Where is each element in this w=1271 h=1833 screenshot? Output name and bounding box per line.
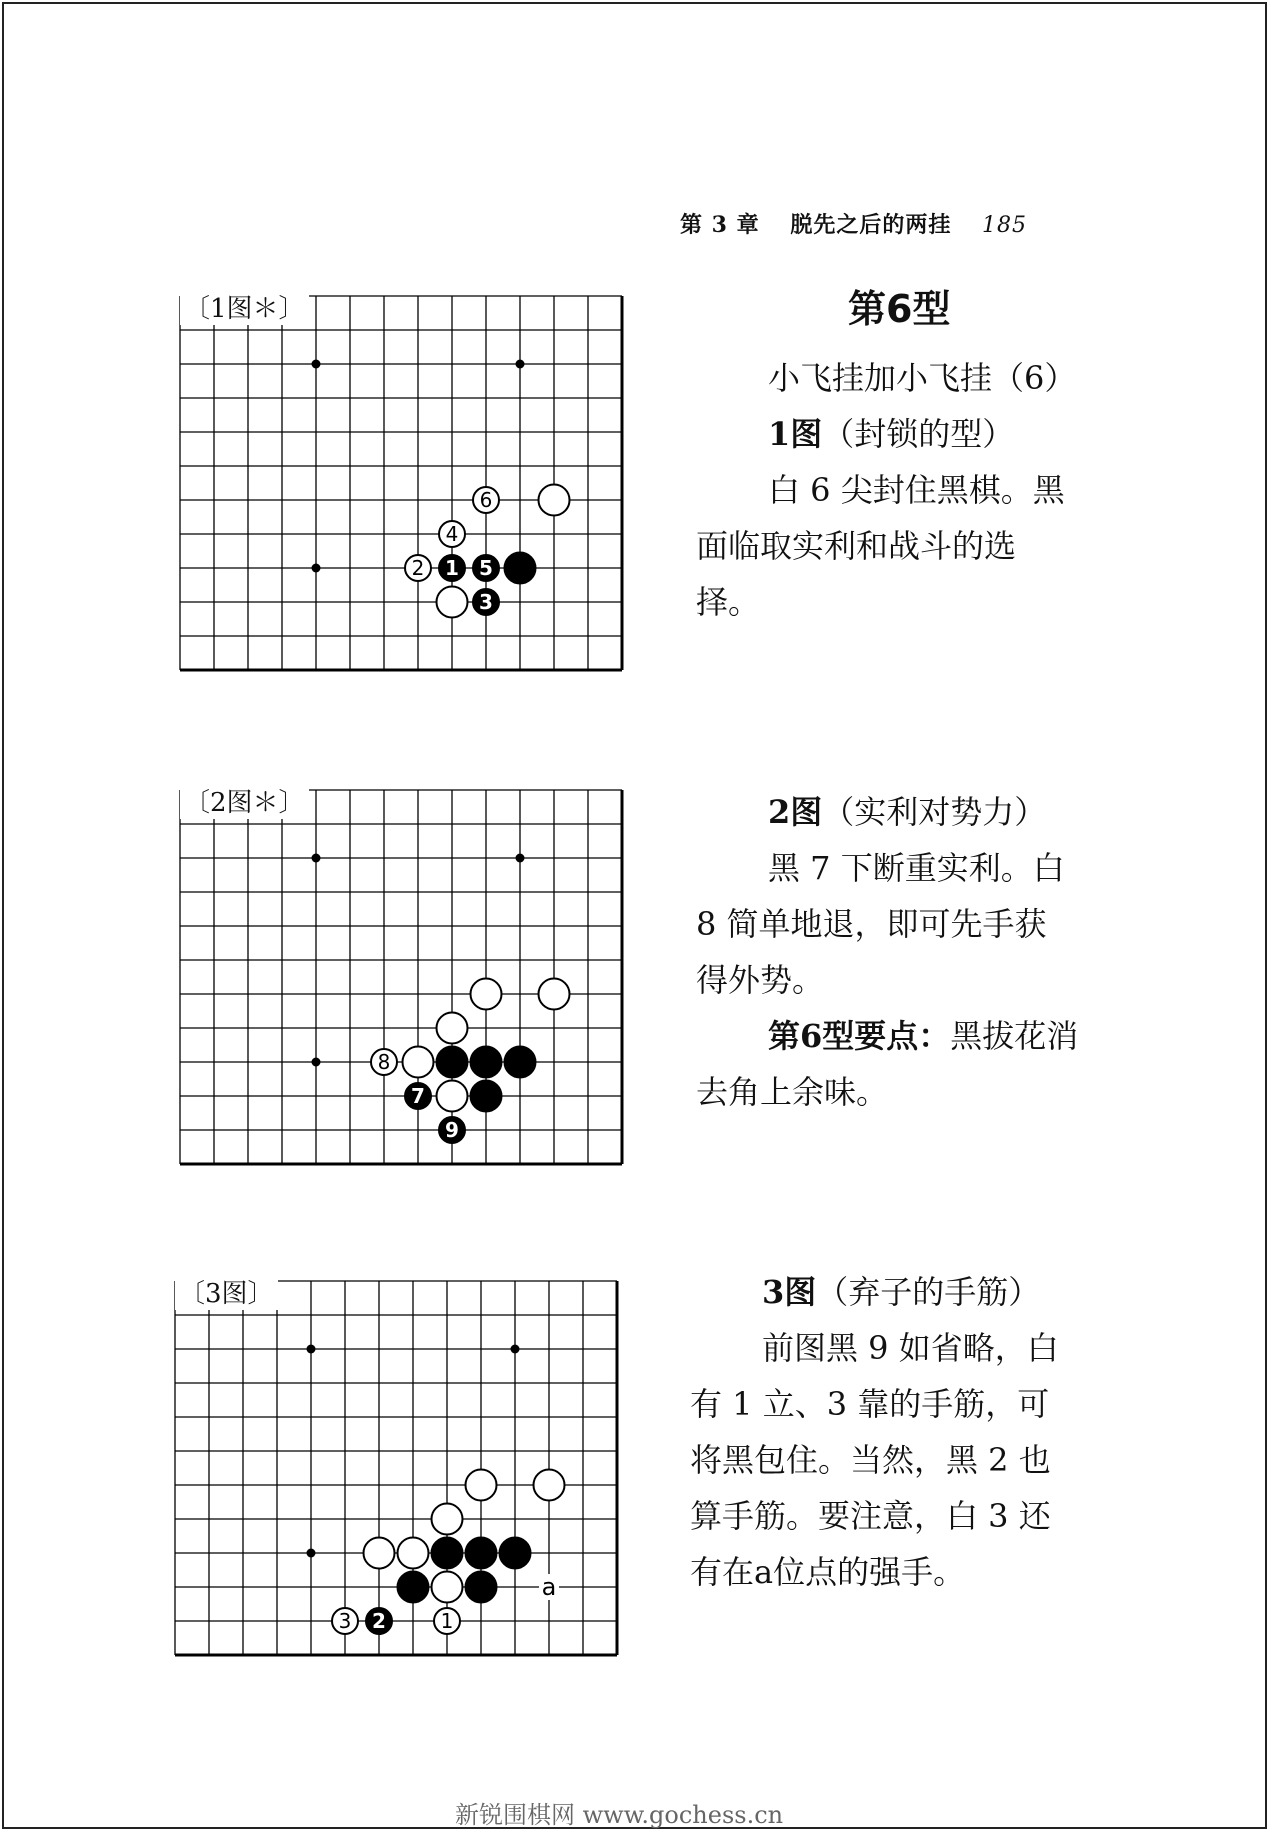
white-stone bbox=[371, 1049, 397, 1075]
move-number: 4 bbox=[445, 522, 459, 546]
position-mark: a bbox=[541, 1573, 557, 1601]
go-diagram-1 bbox=[180, 296, 640, 692]
go-board-3 bbox=[175, 1281, 635, 1677]
move-number: 1 bbox=[445, 556, 459, 580]
star-point bbox=[312, 854, 321, 863]
go-board-1 bbox=[180, 296, 640, 692]
body-2-line-2: 8 简单地退，即可先手获 bbox=[696, 905, 1047, 943]
body-2-line-3: 得外势。 bbox=[696, 961, 825, 999]
star-point bbox=[312, 360, 321, 369]
black-stone bbox=[471, 1081, 502, 1112]
white-stone bbox=[432, 1572, 463, 1603]
body-3-line-5: 有在a位点的强手。 bbox=[690, 1553, 966, 1591]
black-stone bbox=[473, 555, 499, 581]
white-stone bbox=[539, 979, 570, 1010]
move-number: 2 bbox=[411, 556, 425, 580]
black-stone bbox=[437, 1047, 468, 1078]
black-stone bbox=[471, 1047, 502, 1078]
white-stone bbox=[437, 1013, 468, 1044]
white-stone bbox=[364, 1538, 395, 1569]
watermark-footer: 新锐围棋网 www.gochess.cn bbox=[455, 1801, 784, 1829]
text-block-2 bbox=[696, 784, 1116, 1120]
black-stone bbox=[366, 1608, 392, 1634]
black-stone bbox=[432, 1538, 463, 1569]
white-stone bbox=[434, 1608, 460, 1634]
star-point bbox=[516, 360, 525, 369]
star-point bbox=[516, 854, 525, 863]
black-stone bbox=[439, 1117, 465, 1143]
intro-line: 小飞挂加小飞挂（6） bbox=[768, 359, 1077, 397]
go-board-2 bbox=[180, 790, 640, 1186]
black-stone bbox=[473, 589, 499, 615]
white-stone bbox=[398, 1538, 429, 1569]
white-stone bbox=[539, 485, 570, 516]
running-header bbox=[680, 208, 1027, 239]
go-diagram-3 bbox=[175, 1281, 635, 1677]
text-block-3 bbox=[690, 1264, 1110, 1600]
black-stone bbox=[405, 1083, 431, 1109]
black-stone bbox=[466, 1538, 497, 1569]
body-1-line-3: 择。 bbox=[696, 583, 761, 621]
text-block-1 bbox=[696, 350, 1116, 630]
move-number: 5 bbox=[479, 556, 493, 580]
diagram-label-1: 〔1图＊〕 bbox=[180, 288, 309, 325]
diagram-label-3: 〔3图〕 bbox=[175, 1273, 278, 1310]
page-number: 185 bbox=[982, 213, 1027, 238]
header-chapter: 第 3 章 bbox=[680, 212, 760, 238]
black-stone bbox=[439, 555, 465, 581]
white-stone bbox=[439, 521, 465, 547]
white-stone bbox=[437, 1081, 468, 1112]
move-number: 9 bbox=[445, 1118, 459, 1142]
white-stone bbox=[471, 979, 502, 1010]
body-2-line-1: 黑 7 下断重实利。白 bbox=[768, 849, 1065, 887]
move-number: 6 bbox=[479, 488, 493, 512]
body-1-line-2: 面临取实利和战斗的选 bbox=[696, 527, 1017, 565]
white-stone bbox=[534, 1470, 565, 1501]
caption-3: 3图（弃子的手筋） bbox=[762, 1273, 1041, 1311]
caption-2: 2图（实利对势力） bbox=[768, 793, 1047, 831]
section-title: 第6型 bbox=[848, 287, 951, 331]
star-point bbox=[312, 564, 321, 573]
body-2-line-5: 去角上余味。 bbox=[696, 1073, 889, 1111]
caption-1: 1图（封锁的型） bbox=[768, 415, 1015, 453]
star-point bbox=[511, 1345, 520, 1354]
move-number: 3 bbox=[479, 590, 493, 614]
white-stone bbox=[473, 487, 499, 513]
black-stone bbox=[466, 1572, 497, 1603]
body-1-line-1: 白 6 尖封住黑棋。黑 bbox=[768, 471, 1065, 509]
star-point bbox=[307, 1345, 316, 1354]
black-stone bbox=[398, 1572, 429, 1603]
white-stone bbox=[466, 1470, 497, 1501]
move-number: 3 bbox=[338, 1609, 352, 1633]
move-number: 8 bbox=[377, 1050, 391, 1074]
diagram-label-2: 〔2图＊〕 bbox=[180, 782, 309, 819]
black-stone bbox=[505, 553, 536, 584]
white-stone bbox=[332, 1608, 358, 1634]
body-3-line-3: 将黑包住。当然，黑 2 也 bbox=[690, 1441, 1051, 1479]
white-stone bbox=[405, 555, 431, 581]
black-stone bbox=[500, 1538, 531, 1569]
white-stone bbox=[432, 1504, 463, 1535]
move-number: 7 bbox=[411, 1084, 425, 1108]
star-point bbox=[307, 1549, 316, 1558]
black-stone bbox=[505, 1047, 536, 1078]
body-3-line-4: 算手筋。要注意，白 3 还 bbox=[690, 1497, 1051, 1535]
white-stone bbox=[437, 587, 468, 618]
header-title: 脱先之后的两挂 bbox=[790, 212, 952, 238]
star-point bbox=[312, 1058, 321, 1067]
white-stone bbox=[403, 1047, 434, 1078]
key-point: 第6型要点：黑拔花消 bbox=[768, 1017, 1079, 1055]
move-number: 2 bbox=[372, 1609, 386, 1633]
body-3-line-2: 有 1 立、3 靠的手筋，可 bbox=[690, 1385, 1050, 1423]
body-3-line-1: 前图黑 9 如省略，白 bbox=[762, 1329, 1059, 1367]
go-diagram-2 bbox=[180, 790, 640, 1186]
move-number: 1 bbox=[440, 1609, 454, 1633]
